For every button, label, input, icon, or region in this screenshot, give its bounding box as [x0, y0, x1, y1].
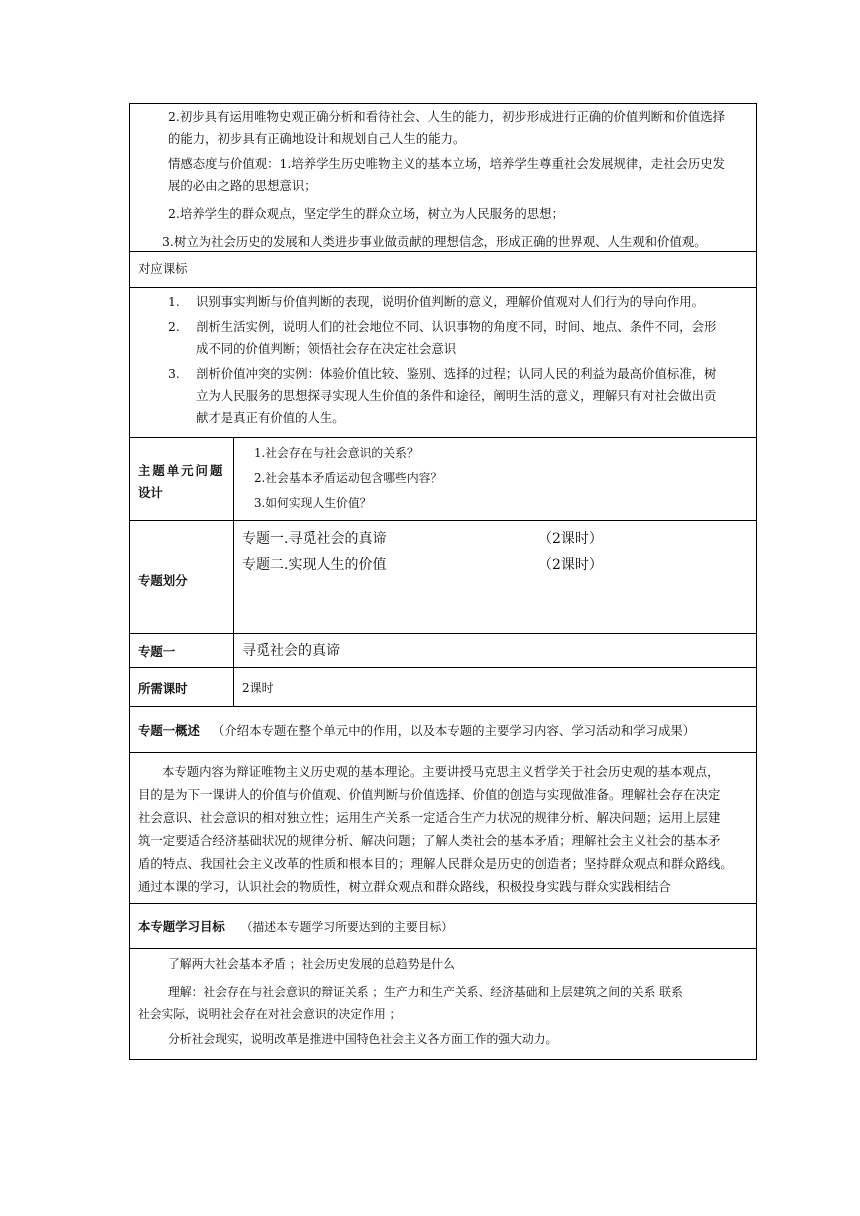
topic-one-row — [130, 633, 756, 667]
overview-line: 通过本课的学习，认识社会的物质性，树立群众观点和群众路线，积极投身实践与群众实践相结合 — [138, 879, 671, 894]
overview-line: 筑一定要适合经济基础状况的规律分析、解决问题；了解人类社会的基本矛盾；理解社会主义社会的基本矛 — [138, 833, 721, 848]
standard-number: 3. — [168, 366, 180, 381]
overview-line: 本专题内容为辩证唯物主义历史观的基本理论。主要讲授马克思主义哲学关于社会历史观的基本观点， — [162, 764, 720, 779]
objectives-header-row — [130, 903, 756, 948]
topic-one-value-text: 寻觅社会的真谛 — [242, 643, 340, 659]
objectives-label: 本专题学习目标 — [138, 919, 225, 934]
topic-division-label-text: 专题划分 — [138, 573, 188, 588]
standard-number: 2. — [168, 319, 180, 334]
unit-questions-label-line2: 设计 — [138, 485, 163, 500]
unit-questions-label-line1: 主题单元问题 — [138, 463, 225, 478]
attitude-line-b: 展的必由之路的思想意识； — [168, 178, 317, 193]
overview-note: （介绍本专题在整个单元中的作用，以及本专题的主要学习内容、学习活动和学习成果） — [211, 723, 696, 738]
standard-text: 成不同的价值判断；领悟社会存在决定社会意识 — [196, 341, 457, 356]
overview-header-row — [130, 706, 756, 752]
topic-division-row — [130, 520, 756, 633]
hours-label-text: 所需课时 — [138, 681, 188, 696]
objectives-header — [138, 916, 756, 938]
attitude-line-3: 3.树立为社会历史的发展和人类进步事业做贡献的理想信念，形成正确的世界观、人生观和价值观。 — [162, 234, 707, 249]
attitude-line-2: 2.培养学生的群众观点，坚定学生的群众立场，树立为人民服务的思想； — [168, 206, 564, 221]
objective-line-2a: 理解：社会存在与社会意识的辩证关系 ；生产力和生产关系、经济基础和上层建筑之间的关系 联系 — [168, 985, 683, 999]
unit-questions-label — [130, 438, 234, 520]
standards-list-row — [130, 287, 756, 437]
overview-line: 目的是为下一课讲人的价值与价值观、价值判断与价值选择、价值的创造与实现做准备。理解社会存在决定 — [138, 787, 721, 802]
attitude-line-a: 情感态度与价值观：1.培养学生历史唯物主义的基本立场，培养学生尊重社会发展规律，走社会历史发 — [168, 156, 726, 171]
topic-name: 专题一.寻觅社会的真谛 — [242, 531, 387, 547]
standards-header-row — [130, 251, 756, 287]
unit-questions-value — [234, 438, 756, 520]
lesson-plan-table — [129, 103, 757, 1060]
standard-item — [130, 316, 756, 360]
topic-hours: （2课时） — [538, 557, 603, 573]
topic-division-value — [234, 521, 756, 633]
topic-entry — [242, 526, 756, 552]
topic-one-label — [130, 634, 234, 667]
overview-line: 盾的特点、我国社会主义改革的性质和根本目的；理解人民群众是历史的创造者；坚持群众观点和群众路线。 — [138, 856, 733, 871]
objective-line-2b: 社会实际，说明社会存在对社会意识的决定作用 ； — [138, 1007, 402, 1021]
objectives-body-row — [130, 948, 756, 1059]
standard-text: 剖析生活实例，说明人们的社会地位不同、认识事物的角度不同，时间、地点、条件不同，会形 — [196, 319, 717, 334]
unit-questions-row — [130, 437, 756, 520]
topic-one-label-text: 专题一 — [138, 644, 176, 659]
standard-item — [130, 291, 756, 313]
topic-division-label — [130, 521, 234, 633]
goal-line-2b: 的能力，初步具有正确地设计和规划自己人生的能力。 — [168, 131, 466, 146]
overview-header — [138, 720, 756, 742]
standards-header: 对应课标 — [138, 261, 188, 276]
hours-value-text: 2课时 — [242, 681, 274, 695]
goals-row — [130, 104, 756, 251]
goal-line-2a: 2.初步具有运用唯物史观正确分析和看待社会、人生的能力，初步形成进行正确的价值判断和价值选择 — [168, 109, 726, 124]
overview-label: 专题一概述 — [138, 723, 200, 738]
standard-text: 识别事实判断与价值判断的表现，说明价值判断的意义，理解价值观对人们行为的导向作用。 — [196, 294, 705, 309]
overview-line: 社会意识、社会意识的相对独立性；运用生产关系一定适合生产力状况的规律分析、解决问题；运用上层建 — [138, 810, 721, 825]
question-1: 1.社会存在与社会意识的关系？ — [254, 446, 419, 460]
objective-line-1: 了解两大社会基本矛盾 ；社会历史发展的总趋势是什么 — [168, 957, 455, 971]
question-3: 3.如何实现人生价值？ — [254, 496, 372, 510]
standard-number: 1. — [168, 294, 180, 309]
standard-item — [130, 363, 756, 429]
question-2: 2.社会基本矛盾运动包含哪些内容？ — [254, 471, 443, 485]
hours-row — [130, 667, 756, 706]
overview-body-row — [130, 752, 756, 903]
objectives-note: （描述本专题学习所要达到的主要目标） — [240, 920, 454, 934]
standard-text: 剖析价值冲突的实例：体验价值比较、鉴别、选择的过程；认同人民的利益为最高价值标准，树 — [196, 366, 717, 381]
topic-hours: （2课时） — [538, 531, 603, 547]
topic-one-value — [234, 634, 756, 667]
hours-value — [234, 668, 756, 706]
hours-label — [130, 668, 234, 706]
topic-entry — [242, 552, 756, 578]
standard-text: 献才是真正有价值的人生。 — [196, 410, 345, 425]
topic-name: 专题二.实现人生的价值 — [242, 557, 387, 573]
standard-text: 立为人民服务的思想探寻实现人生价值的条件和途径，阐明生活的意义，理解只有对社会做出贡 — [196, 388, 717, 403]
objective-line-3: 分析社会现实，说明改革是推进中国特色社会主义各方面工作的强大动力。 — [168, 1032, 558, 1046]
